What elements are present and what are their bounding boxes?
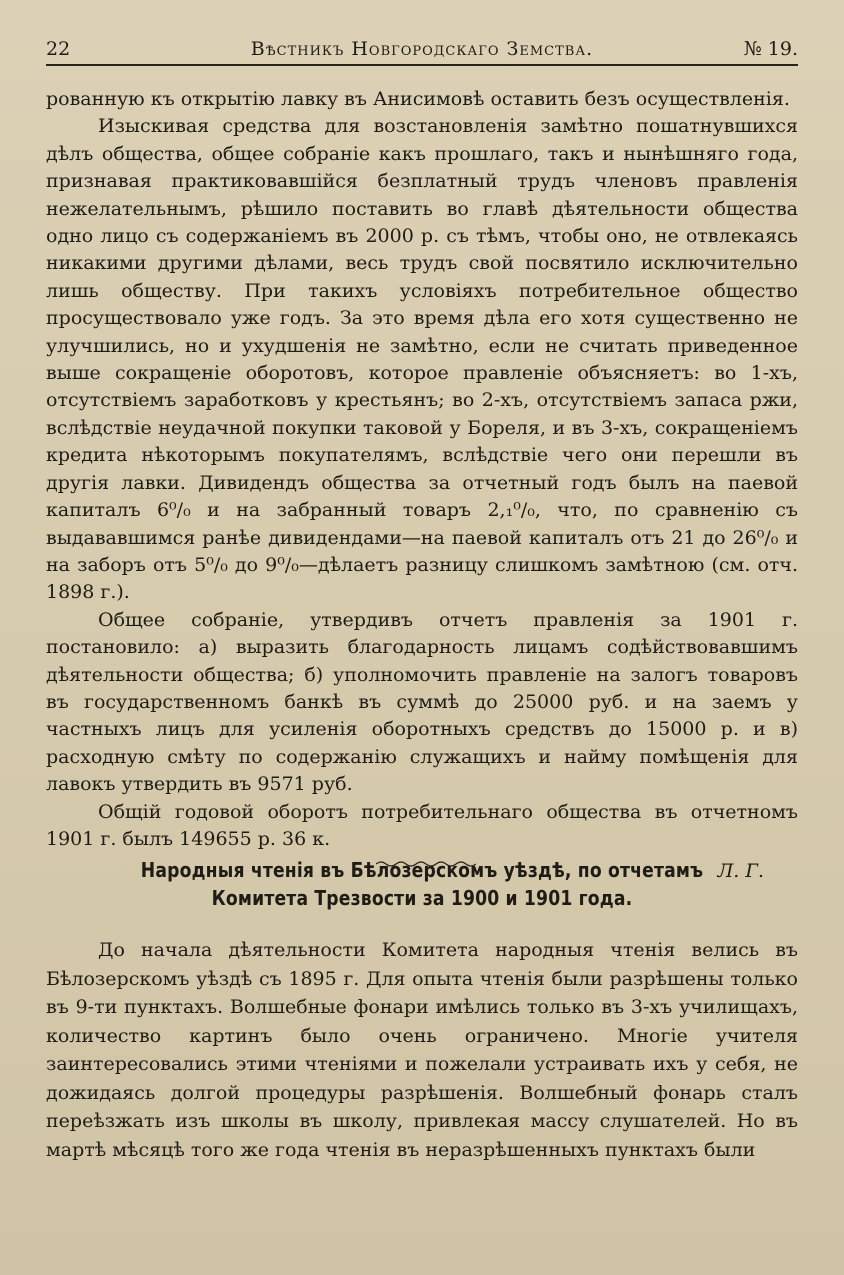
paragraph: Изыскивая средства для возстановленія замѣтно пошатнувшихся дѣлъ общества, общее собраніе какъ прошлаго, такъ и нынѣшняго года, признавая практиковавшійся безплатный трудъ членовъ правленія нежелательнымъ, рѣшило поставить во главѣ дѣятельности общества одно лицо съ содержаніемъ въ 2000 р. съ тѣмъ, чтобы оно, не отвлекаясь никакими другими дѣлами, весь трудъ свой посвятило исключительно лишь обществу. При такихъ условіяхъ потребительное общество просуществовало уже годъ. За это время дѣла его хотя существенно не улучшились, но и ухудшенія не замѣтно, если не считать приведенное выше сокращеніе оборотовъ, которое правленіе объясняетъ: во 1-хъ, отсутствіемъ заработковъ у крестьянъ; во 2-хъ, отсутствіемъ запаса ржи, вслѣдствіе неудачной покупки таковой у Бореля, и въ 3-хъ, сокращеніемъ кредита нѣкоторымъ покупателямъ, вслѣдствіе чего они перешли въ другія лавки. Дивидендъ общества за отчетный годъ былъ на паевой капиталъ 6⁰/₀ и на забранный товаръ 2,₁⁰/₀, что, по сравненію съ выдававшимся ранѣе дивидендами—на паевой капиталъ отъ 21 до 26⁰/₀ и на заборъ отъ 5⁰/₀ до 9⁰/₀—дѣлаетъ разницу слишкомъ замѣтною (см. отч. 1898 г.).	[46, 115, 798, 604]
journal-title: Вѣстникъ Новгородскаго Земства.	[250, 38, 594, 60]
article-body	[46, 86, 798, 889]
paragraph-continued: рованную къ открытію лавку въ Анисимовѣ оставить безъ осуществленія.	[46, 88, 790, 110]
section-body	[46, 936, 798, 1164]
paragraph: Общее собраніе, утвердивъ отчетъ правленія за 1901 г. постановило: а) выразить благодарность лицамъ содѣйствовавшимъ дѣятельности общества; б) уполномочить правленіе на залогъ товаровъ въ государственномъ банкѣ въ суммѣ до 25000 руб. и на заемъ у частныхъ лицъ для усиленія оборотныхъ средствъ до 15000 р. и в) расходную смѣту по содержанію служащихъ и найму помѣщенія для лавокъ утвердить въ 9571 руб.	[46, 608, 798, 796]
paragraph: Общій годовой оборотъ потребительнаго общества въ отчетномъ 1901 г. былъ 149655 р. 36 к.	[46, 800, 798, 850]
author-initials: Л. Г.	[717, 860, 764, 883]
issue-number: № 19.	[743, 38, 798, 60]
section-title: Народныя чтенія въ Бѣлозерскомъ уѣздѣ, по отчетамъ Комитета Трезвости за 1900 и 1901 года.	[140, 858, 704, 910]
paragraph: До начала дѣятельности Комитета народныя чтенія велись въ Бѣлозерскомъ уѣздѣ съ 1895 г. Для опыта чтенія были разрѣшены только въ 9-ти пунктахъ. Волшебные фонари имѣлись только въ 3-хъ училищахъ, количество картинъ было очень ограничено. Многіе учителя заинтересовались этими чтеніями и пожелали устраивать ихъ у себя, не дожидаясь долгой процедуры разрѣшенія. Волшебный фонарь сталъ переѣзжать изъ школы въ школу, привлекая массу слушателей. Но въ мартѣ мѣсяцѣ того же года чтенія въ неразрѣшенныхъ пунктахъ были	[46, 939, 798, 1161]
running-header	[46, 36, 798, 66]
page-number: 22	[46, 38, 71, 60]
